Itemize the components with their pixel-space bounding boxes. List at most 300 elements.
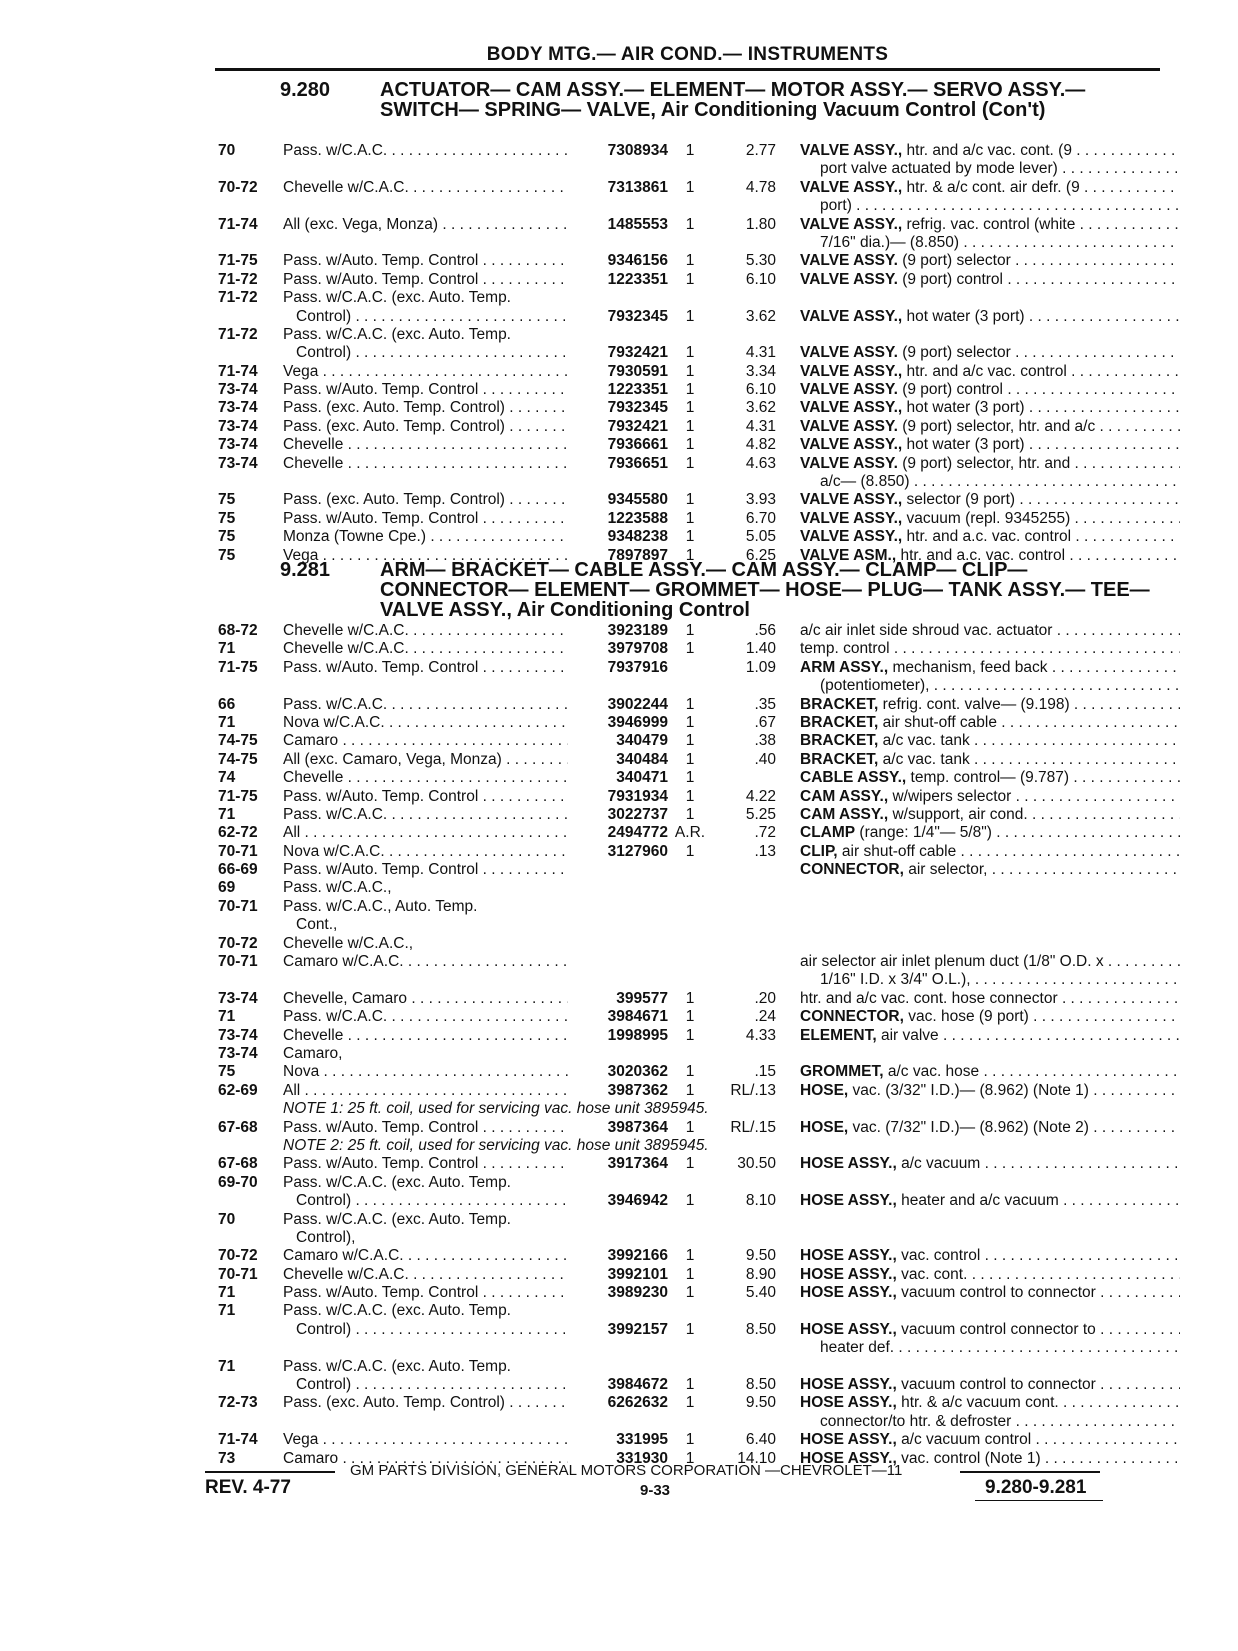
description-cell: HOSE ASSY., a/c vacuum control . . . — [800, 1431, 1180, 1449]
application-cell: Vega . . . — [283, 1431, 568, 1449]
table-row — [218, 971, 1163, 989]
table-row — [218, 197, 1163, 215]
quantity-cell: 1 — [685, 399, 695, 417]
model-year-cell: 70-72 — [218, 934, 258, 952]
model-year-cell: 71-72 — [218, 270, 258, 288]
price-cell: 8.50 — [745, 1320, 776, 1338]
model-year-cell: 75 — [218, 528, 236, 546]
part-number-cell: 7308934 — [607, 142, 668, 159]
application-cell: Pass. w/Auto. Temp. Control . . . — [283, 271, 568, 289]
description-cell: ELEMENT, air valve . . . — [800, 1027, 1180, 1045]
price-cell: 5.30 — [745, 252, 776, 270]
model-year-cell: 73-74 — [218, 381, 258, 399]
description-cell: BRACKET, air shut-off cable . . . — [800, 714, 1180, 732]
description-cell: temp. control . . . — [800, 640, 1180, 658]
part-number-cell: 9346156 — [607, 252, 668, 270]
model-year-cell: 74-75 — [218, 750, 258, 768]
table-row — [218, 751, 1163, 769]
price-cell: .35 — [754, 695, 776, 713]
quantity-cell: 1 — [685, 787, 695, 805]
model-year-cell: 75 — [218, 491, 236, 509]
part-number-cell: 3984672 — [607, 1376, 668, 1394]
application-cell: Pass. w/C.A.C. (exc. Auto. Temp. — [283, 1302, 511, 1320]
quantity-cell: 1 — [685, 640, 695, 658]
price-cell: .38 — [754, 732, 776, 750]
table-row — [218, 344, 1163, 362]
application-cell: Pass. w/Auto. Temp. Control . . . — [283, 381, 568, 399]
description-cell: HOSE ASSY., a/c vacuum . . . — [800, 1155, 1180, 1173]
table-row — [218, 622, 1163, 640]
table-row — [218, 1174, 1163, 1192]
model-year-cell: 71 — [218, 805, 236, 823]
price-cell: 3.62 — [745, 399, 776, 417]
price-cell: 1.80 — [745, 215, 776, 233]
model-year-cell: 70-72 — [218, 178, 258, 196]
table-row — [218, 696, 1163, 714]
part-number-cell: 3992166 — [607, 1247, 668, 1265]
section-title: ARM— BRACKET— CABLE ASSY.— CAM ASSY.— CLAMP— CLIP— CONNECTOR— ELEMENT— GROMMET— HOSE— PLUG— TANK ASSY.— TEE— VALVE ASSY., Air Conditioning Control — [380, 559, 1150, 621]
application-cell: Vega . . . — [283, 363, 568, 381]
price-cell: 30.50 — [737, 1155, 776, 1173]
table-row — [218, 1321, 1163, 1339]
quantity-cell: 1 — [685, 546, 695, 564]
price-cell: 4.31 — [745, 417, 776, 435]
application-cell: Chevelle w/C.A.C. . . . — [283, 1266, 568, 1284]
quantity-cell: 1 — [685, 1118, 695, 1136]
model-year-cell: 71-74 — [218, 215, 258, 233]
application-cell: All . . . — [283, 824, 568, 842]
model-year-cell: 74-75 — [218, 732, 258, 750]
application-cell: All (exc. Camaro, Vega, Monza) . . . — [283, 751, 568, 769]
quantity-cell: 1 — [685, 769, 695, 787]
description-cell: ARM ASSY., mechanism, feed back . . . — [800, 659, 1180, 677]
table-row — [218, 455, 1163, 473]
footer-underline — [975, 1500, 1103, 1501]
table-row — [218, 252, 1163, 270]
quantity-cell: 1 — [685, 622, 695, 639]
quantity-cell: 1 — [685, 989, 695, 1007]
model-year-cell: 71-75 — [218, 787, 258, 805]
price-cell: .13 — [754, 842, 776, 860]
table-row — [218, 714, 1163, 732]
description-cell: CABLE ASSY., temp. control— (9.787) . . . — [800, 769, 1180, 787]
section-number: 9.280 — [280, 79, 331, 101]
table-row — [218, 179, 1163, 197]
table-row — [218, 1302, 1163, 1320]
price-cell: 14.10 — [737, 1449, 776, 1467]
part-number-cell: 340479 — [616, 732, 668, 750]
part-number-cell: 3902244 — [607, 695, 668, 713]
quantity-cell: 1 — [685, 842, 695, 860]
table-row — [218, 491, 1163, 509]
quantity-cell: 1 — [685, 270, 695, 288]
table-row — [218, 1229, 1163, 1247]
price-cell: 1.40 — [745, 640, 776, 658]
quantity-cell: 1 — [685, 252, 695, 270]
description-cell: CONNECTOR, vac. hose (9 port) . . . — [800, 1008, 1180, 1026]
footer-publisher: GM PARTS DIVISION, GENERAL MOTORS CORPORATION —CHEVROLET—11 — [350, 1462, 903, 1479]
table-row — [218, 1266, 1163, 1284]
footer-section-range: 9.280-9.281 — [985, 1477, 1087, 1498]
price-cell: .20 — [754, 989, 776, 1007]
table-row — [218, 1358, 1163, 1376]
quantity-cell: 1 — [685, 491, 695, 509]
description-cell: VALVE ASSY., selector (9 port) . . . — [800, 491, 1180, 509]
section-heading-9-281 — [280, 559, 1160, 621]
table-row — [218, 1137, 1163, 1155]
table-row — [218, 1008, 1163, 1026]
application-cell: Pass. w/Auto. Temp. Control . . . — [283, 510, 568, 528]
model-year-cell: 73-74 — [218, 1026, 258, 1044]
price-cell: 4.33 — [745, 1026, 776, 1044]
table-row — [218, 363, 1163, 381]
part-number-cell: 7937916 — [607, 658, 668, 676]
part-number-cell: 331995 — [616, 1431, 668, 1449]
quantity-cell: 1 — [685, 1284, 695, 1302]
description-cell: VALVE ASSY., htr. and a/c vac. control . . . — [800, 363, 1180, 381]
table-row — [218, 824, 1163, 842]
table-row — [218, 160, 1163, 178]
application-cell: Chevelle . . . — [283, 769, 568, 787]
part-number-cell: 7936661 — [607, 436, 668, 454]
table-row — [218, 326, 1163, 344]
table-row — [218, 1027, 1163, 1045]
description-cell: a/c— (8.850) . . . — [820, 473, 1180, 491]
quantity-cell: 1 — [685, 362, 695, 380]
description-cell: VALVE ASSY., htr. & a/c cont. air defr. (9 . . . — [800, 179, 1180, 197]
part-number-cell: 9345580 — [607, 491, 668, 509]
quantity-cell: 1 — [685, 1320, 695, 1338]
table-row — [218, 528, 1163, 546]
quantity-cell: 1 — [685, 436, 695, 454]
application-cell: Vega . . . — [283, 547, 568, 565]
description-cell: BRACKET, a/c vac. tank . . . — [800, 732, 1180, 750]
description-cell: VALVE ASSY., hot water (3 port) . . . — [800, 399, 1180, 417]
price-cell: 8.90 — [745, 1265, 776, 1283]
price-cell: 5.25 — [745, 805, 776, 823]
description-cell: BRACKET, refrig. cont. valve— (9.198) . . . — [800, 696, 1180, 714]
description-cell: HOSE ASSY., vacuum control to connector . . . . — [800, 1376, 1180, 1394]
table-row — [218, 659, 1163, 677]
model-year-cell: 75 — [218, 1063, 236, 1081]
part-number-cell: 340471 — [616, 769, 668, 787]
description-cell: HOSE ASSY., htr. & a/c vacuum cont. . . . — [800, 1394, 1180, 1412]
application-cell: Camaro w/C.A.C. . . . — [283, 953, 568, 971]
table-row — [218, 788, 1163, 806]
table-row — [218, 418, 1163, 436]
application-cell: Pass. w/C.A.C. (exc. Auto. Temp. — [283, 1210, 511, 1228]
model-year-cell: 70-71 — [218, 1265, 258, 1283]
quantity-cell: 1 — [685, 1063, 695, 1081]
model-year-cell: 70-71 — [218, 842, 258, 860]
table-row — [218, 640, 1163, 658]
application-cell: Pass. w/Auto. Temp. Control . . . — [283, 1155, 568, 1173]
table-row — [218, 1376, 1163, 1394]
table-row — [218, 142, 1163, 160]
part-number-cell: 1223588 — [607, 509, 668, 527]
table-row — [218, 953, 1163, 971]
part-number-cell: 3022737 — [607, 805, 668, 823]
application-cell: Chevelle . . . — [283, 455, 568, 473]
quantity-cell: 1 — [685, 805, 695, 823]
application-cell: Pass. (exc. Auto. Temp. Control) . . . — [283, 418, 568, 436]
part-number-cell: 7936651 — [607, 454, 668, 472]
description-cell: HOSE ASSY., vacuum control connector to . . . — [800, 1321, 1180, 1339]
model-year-cell: 73-74 — [218, 436, 258, 454]
part-number-cell: 7931934 — [607, 787, 668, 805]
quantity-cell: 1 — [685, 1394, 695, 1412]
price-cell: 4.22 — [745, 787, 776, 805]
model-year-cell: 71 — [218, 640, 236, 658]
part-number-cell: 9348238 — [607, 528, 668, 546]
application-cell: Control) . . . — [296, 308, 568, 326]
model-year-cell: 62-69 — [218, 1081, 258, 1099]
description-cell: VALVE ASSY., refrig. vac. control (white . . . — [800, 216, 1180, 234]
model-year-cell: 75 — [218, 546, 236, 564]
table-row — [218, 381, 1163, 399]
table-row — [218, 990, 1163, 1008]
application-cell: Pass. w/C.A.C. (exc. Auto. Temp. — [283, 289, 511, 307]
application-cell: NOTE 1: 25 ft. coil, used for servicing vac. hose unit 3895945. — [283, 1100, 709, 1118]
part-number-cell: 3946942 — [607, 1192, 668, 1210]
price-cell: 9.50 — [745, 1247, 776, 1265]
model-year-cell: 71 — [218, 1008, 236, 1026]
table-row — [218, 1192, 1163, 1210]
application-cell: Chevelle w/C.A.C., — [283, 934, 414, 952]
quantity-cell: 1 — [685, 713, 695, 731]
description-cell: (potentiometer), . . . — [820, 677, 1180, 695]
table-row — [218, 1413, 1163, 1431]
description-cell: VALVE ASSY., htr. and a.c. vac. control . . . — [800, 528, 1180, 546]
application-cell: Control), — [296, 1228, 356, 1246]
application-cell: Camaro . . . — [283, 732, 568, 750]
model-year-cell: 73-74 — [218, 454, 258, 472]
application-cell: All . . . — [283, 1082, 568, 1100]
part-number-cell: 3127960 — [607, 842, 668, 860]
part-number-cell: 7932345 — [607, 399, 668, 417]
part-number-cell: 3992157 — [607, 1320, 668, 1338]
price-cell: .15 — [754, 1063, 776, 1081]
table-row — [218, 436, 1163, 454]
quantity-cell: 1 — [685, 344, 695, 362]
application-cell: Pass. w/C.A.C. . . . — [283, 806, 568, 824]
part-number-cell: 3992101 — [607, 1265, 668, 1283]
model-year-cell: 68-72 — [218, 622, 258, 639]
table-row — [218, 1211, 1163, 1229]
quantity-cell: 1 — [685, 1026, 695, 1044]
quantity-cell: 1 — [685, 509, 695, 527]
table-row — [218, 1082, 1163, 1100]
application-cell: Control) . . . — [296, 1192, 568, 1210]
price-cell: .40 — [754, 750, 776, 768]
model-year-cell: 66-69 — [218, 861, 258, 879]
quantity-cell: 1 — [685, 381, 695, 399]
quantity-cell: 1 — [685, 178, 695, 196]
description-cell: a/c air inlet side shroud vac. actuator . . . — [800, 622, 1180, 640]
application-cell: Pass. w/C.A.C., Auto. Temp. — [283, 897, 478, 915]
model-year-cell: 69 — [218, 879, 236, 897]
price-cell: 8.10 — [745, 1192, 776, 1210]
application-cell: Pass. w/Auto. Temp. Control . . . — [283, 861, 568, 879]
quantity-cell: 1 — [685, 1431, 695, 1449]
table-row — [218, 898, 1163, 916]
description-cell: port valve actuated by mode lever) . . . — [820, 160, 1180, 178]
header-rule — [215, 68, 1160, 71]
price-cell: 4.78 — [745, 178, 776, 196]
application-cell: Control) . . . — [296, 344, 568, 362]
part-number-cell: 7932421 — [607, 417, 668, 435]
application-cell: Pass. w/C.A.C. . . . — [283, 142, 568, 160]
model-year-cell: 71-75 — [218, 252, 258, 270]
table-row — [218, 732, 1163, 750]
description-cell: VALVE ASSY., htr. and a/c vac. cont. (9 . . . — [800, 142, 1180, 160]
model-year-cell: 75 — [218, 509, 236, 527]
quantity-cell: 1 — [685, 1008, 695, 1026]
description-cell: CONNECTOR, air selector, . . . — [800, 861, 1180, 879]
part-number-cell: 2494772 — [607, 824, 668, 842]
quantity-cell: 1 — [685, 1376, 695, 1394]
application-cell: Chevelle, Camaro . . . — [283, 990, 568, 1008]
application-cell: Nova w/C.A.C. . . . — [283, 843, 568, 861]
price-cell: 6.25 — [745, 546, 776, 564]
price-cell: 6.40 — [745, 1431, 776, 1449]
part-number-cell: 331930 — [616, 1449, 668, 1467]
part-number-cell: 1998995 — [607, 1026, 668, 1044]
price-cell: 4.63 — [745, 454, 776, 472]
description-cell: 7/16" dia.)— (8.850) . . . — [820, 234, 1180, 252]
application-cell: Control) . . . — [296, 1321, 568, 1339]
application-cell: Pass. w/C.A.C. (exc. Auto. Temp. — [283, 1173, 511, 1191]
description-cell: VALVE ASSY. (9 port) control . . . — [800, 271, 1180, 289]
page-header: BODY MTG.— AIR COND.— INSTRUMENTS — [486, 44, 889, 65]
price-cell: .67 — [754, 713, 776, 731]
quantity-cell: 1 — [685, 215, 695, 233]
part-number-cell: 7932345 — [607, 307, 668, 325]
price-cell: 3.34 — [745, 362, 776, 380]
application-cell: All (exc. Vega, Monza) . . . — [283, 216, 568, 234]
model-year-cell: 67-68 — [218, 1118, 258, 1136]
application-cell: Pass. (exc. Auto. Temp. Control) . . . — [283, 1394, 568, 1412]
parts-table-9-281 — [218, 622, 1163, 1468]
model-year-cell: 66 — [218, 695, 236, 713]
price-cell: 8.50 — [745, 1376, 776, 1394]
price-cell: .24 — [754, 1008, 776, 1026]
table-row — [218, 1431, 1163, 1449]
description-cell: VALVE ASSY. (9 port) selector . . . — [800, 344, 1180, 362]
quantity-cell: 1 — [685, 695, 695, 713]
description-cell: GROMMET, a/c vac. hose . . . — [800, 1063, 1180, 1081]
table-row — [218, 1247, 1163, 1265]
quantity-cell: 1 — [685, 454, 695, 472]
model-year-cell: 71-72 — [218, 289, 258, 307]
description-cell: 1/16" I.D. x 3/4" O.L.), . . . — [820, 971, 1180, 989]
price-cell: 3.62 — [745, 307, 776, 325]
part-number-cell: 3946999 — [607, 713, 668, 731]
description-cell: VALVE ASSY., hot water (3 port) . . . — [800, 436, 1180, 454]
price-cell: RL/.15 — [730, 1118, 776, 1136]
table-row — [218, 916, 1163, 934]
price-cell: 3.93 — [745, 491, 776, 509]
footer-rule-right — [960, 1471, 1100, 1473]
description-cell: VALVE ASSY. (9 port) selector, htr. and a/c . . . — [800, 418, 1180, 436]
price-cell: 9.50 — [745, 1394, 776, 1412]
quantity-cell: 1 — [685, 142, 695, 159]
description-cell: HOSE ASSY., vac. control . . . — [800, 1247, 1180, 1265]
model-year-cell: 71-74 — [218, 1431, 258, 1449]
price-cell: 6.10 — [745, 270, 776, 288]
application-cell: Pass. w/C.A.C. (exc. Auto. Temp. — [283, 325, 511, 343]
quantity-cell: 1 — [685, 732, 695, 750]
part-number-cell: 1223351 — [607, 381, 668, 399]
model-year-cell: 70 — [218, 1210, 236, 1228]
application-cell: Monza (Towne Cpe.) . . . — [283, 528, 568, 546]
model-year-cell: 71-75 — [218, 658, 258, 676]
description-cell: htr. and a/c vac. cont. hose connector . . . — [800, 990, 1180, 1008]
model-year-cell: 69-70 — [218, 1173, 258, 1191]
table-row — [218, 677, 1163, 695]
price-cell: RL/.13 — [730, 1081, 776, 1099]
application-cell: Camaro w/C.A.C. . . . — [283, 1247, 568, 1265]
description-cell: HOSE ASSY., vacuum control to connector . . . . — [800, 1284, 1180, 1302]
table-row — [218, 1119, 1163, 1137]
application-cell: Pass. (exc. Auto. Temp. Control) . . . — [283, 491, 568, 509]
part-number-cell: 7932421 — [607, 344, 668, 362]
part-number-cell: 3984671 — [607, 1008, 668, 1026]
footer-revision: REV. 4-77 — [205, 1477, 291, 1498]
model-year-cell: 73-74 — [218, 399, 258, 417]
application-cell: Pass. w/C.A.C. . . . — [283, 696, 568, 714]
model-year-cell: 74 — [218, 769, 236, 787]
part-number-cell: 340484 — [616, 750, 668, 768]
table-row — [218, 806, 1163, 824]
quantity-cell: 1 — [685, 1265, 695, 1283]
model-year-cell: 71 — [218, 1357, 236, 1375]
table-row — [218, 1394, 1163, 1412]
application-cell: Pass. w/Auto. Temp. Control . . . — [283, 252, 568, 270]
description-cell: CLAMP (range: 1/4"— 5/8") . . . — [800, 824, 1180, 842]
application-cell: Cont., — [296, 916, 338, 934]
price-cell: 2.77 — [745, 142, 776, 159]
application-cell: Chevelle w/C.A.C. . . . — [283, 179, 568, 197]
model-year-cell: 73-74 — [218, 417, 258, 435]
description-cell: heater def. . . . — [820, 1339, 1180, 1357]
application-cell: Chevelle . . . — [283, 436, 568, 454]
model-year-cell: 70-71 — [218, 897, 258, 915]
price-cell: 6.70 — [745, 509, 776, 527]
description-cell: BRACKET, a/c vac. tank . . . — [800, 751, 1180, 769]
part-number-cell: 6262632 — [607, 1394, 668, 1412]
description-cell: CLIP, air shut-off cable . . . — [800, 843, 1180, 861]
application-cell: Pass. w/Auto. Temp. Control . . . — [283, 1284, 568, 1302]
table-row — [218, 1045, 1163, 1063]
price-cell: 4.82 — [745, 436, 776, 454]
description-cell: VALVE ASM., htr. and a.c. vac. control . . . — [800, 547, 1180, 565]
application-cell: Pass. w/Auto. Temp. Control . . . — [283, 659, 568, 677]
model-year-cell: 71-72 — [218, 325, 258, 343]
description-cell: HOSE ASSY., vac. control (Note 1) . . . — [800, 1450, 1180, 1468]
table-row — [218, 308, 1163, 326]
description-cell: VALVE ASSY. (9 port) control . . . — [800, 381, 1180, 399]
part-number-cell: 7930591 — [607, 362, 668, 380]
application-cell: Pass. (exc. Auto. Temp. Control) . . . — [283, 399, 568, 417]
description-cell: VALVE ASSY., hot water (3 port) . . . — [800, 308, 1180, 326]
application-cell: Camaro . . . — [283, 1450, 568, 1468]
part-number-cell: 3989230 — [607, 1284, 668, 1302]
description-cell: air selector air inlet plenum duct (1/8" O.D. x . . . — [800, 953, 1180, 971]
table-row — [218, 769, 1163, 787]
part-number-cell: 3987362 — [607, 1081, 668, 1099]
section-title: ACTUATOR— CAM ASSY.— ELEMENT— MOTOR ASSY.— SERVO ASSY.— SWITCH— SPRING— VALVE, Air Conditioning Vacuum Control (Con't) — [380, 79, 1086, 121]
